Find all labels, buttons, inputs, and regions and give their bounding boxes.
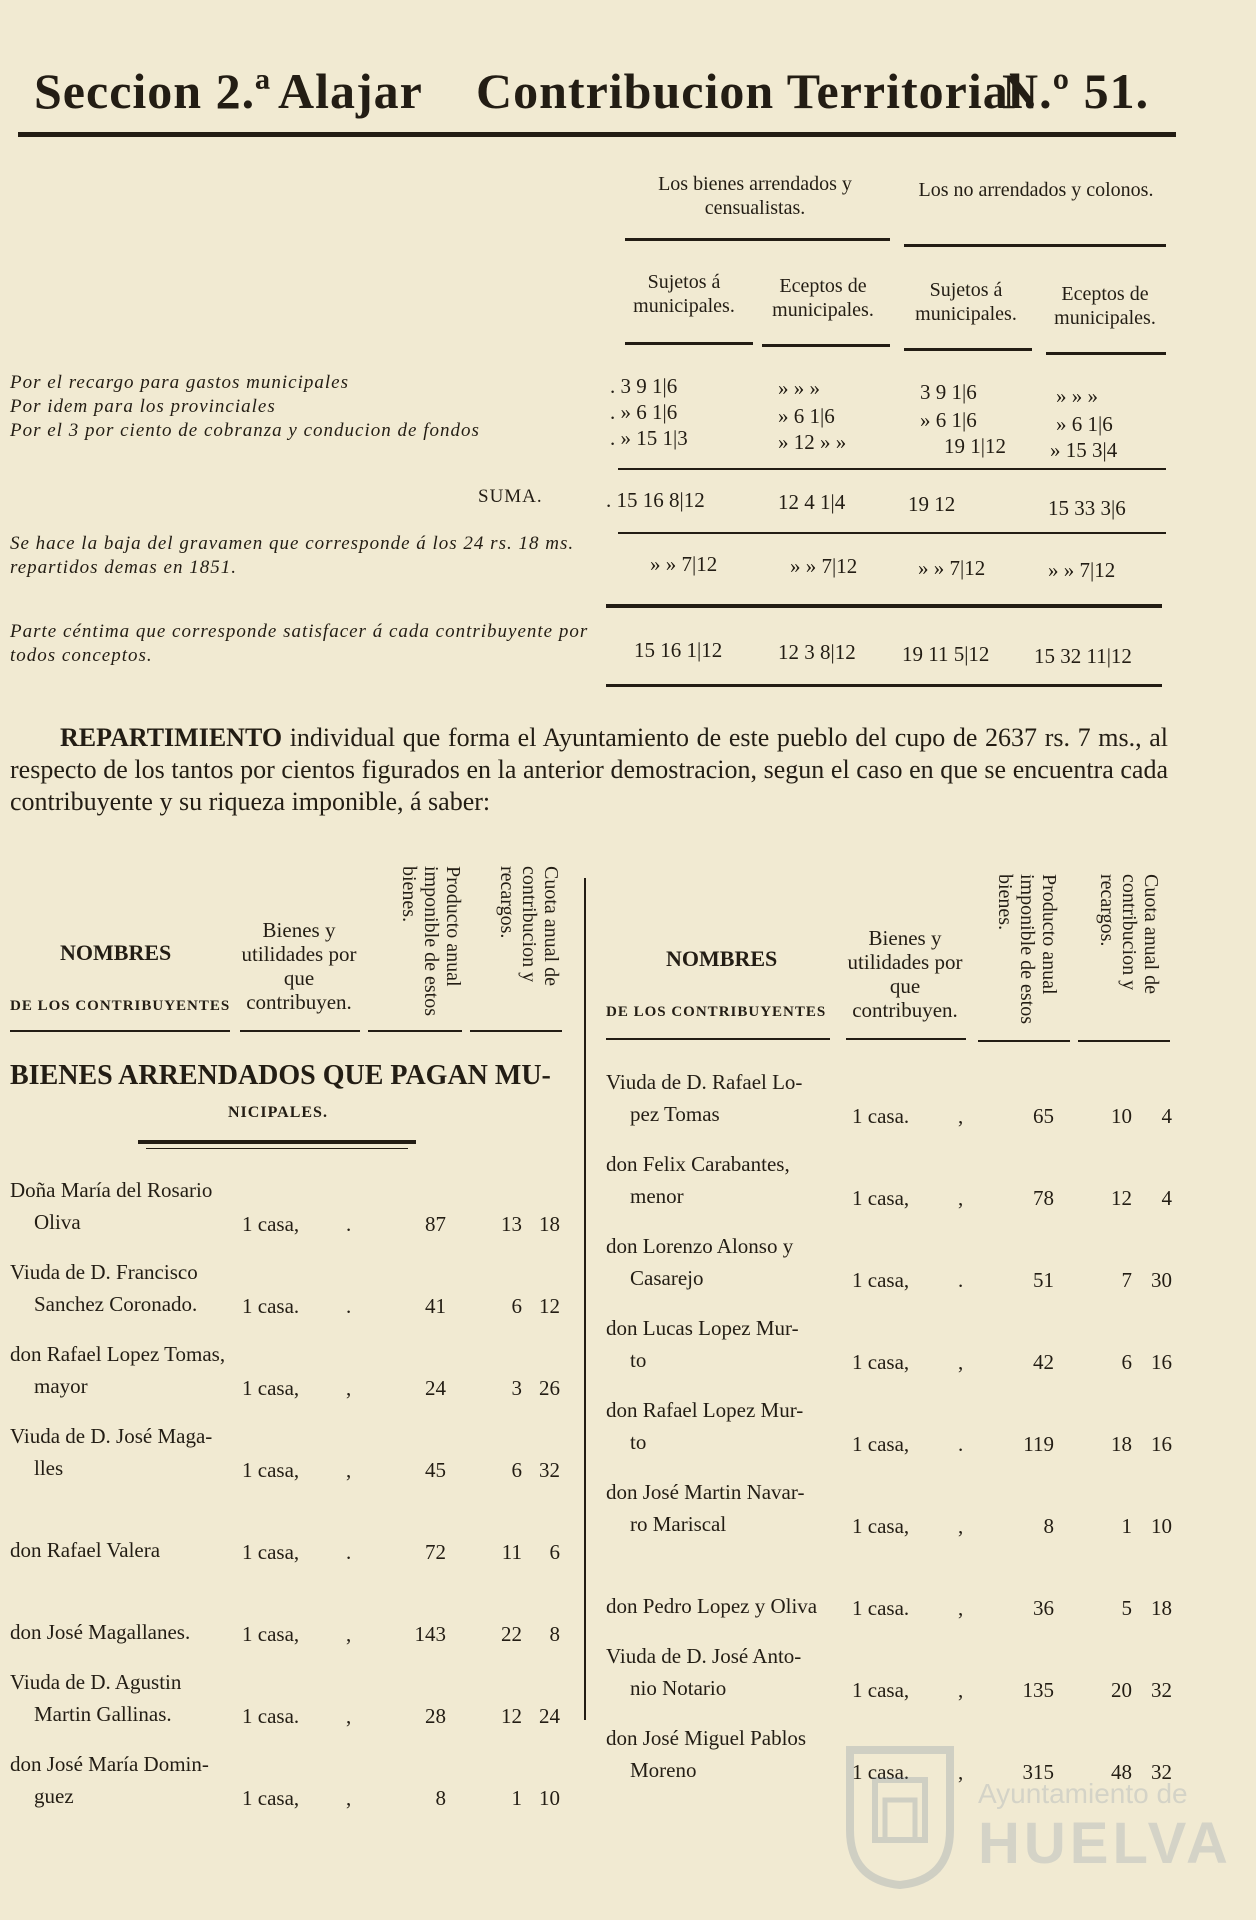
entry-cuota-ms: 16 [1151, 1432, 1172, 1456]
entry-separator: , [346, 1622, 352, 1646]
entry-cuota-ms: 12 [539, 1294, 560, 1318]
entry-producto: 41 [425, 1294, 446, 1318]
entry-cuota-ms: 18 [539, 1212, 560, 1236]
column-divider [584, 878, 586, 1720]
entry-producto: 315 [1022, 1760, 1054, 1784]
producto-header-right: Producto anual imponible de estos bienes. [994, 874, 1060, 1024]
entry-bienes: 1 casa, [852, 1514, 910, 1538]
cell: 15 33 3|6 [1048, 496, 1126, 520]
entry-producto: 135 [1022, 1678, 1054, 1702]
entry-producto: 143 [414, 1622, 446, 1646]
cuota-header-right: Cuota anual de contribucion y recargos. [1096, 874, 1162, 994]
entry-name-line2: guez [34, 1784, 74, 1808]
entry-name-line1: don Rafael Lopez Tomas, [10, 1342, 226, 1366]
entry-bienes: 1 casa. [242, 1704, 300, 1728]
cell: 15 16 1|12 [634, 638, 723, 662]
page-number: N.º 51. [1002, 63, 1150, 119]
entry-separator: . [958, 1432, 964, 1456]
paragraph-text: individual que forma el Ayuntamiento de este pueblo del cupo de 2637 rs. 7 ms., al respecto de los tantos por cientos figurados en la anterior demostracion, segun el caso en que se encuentra cada contribuyente y su riqueza imponible, á saber: [10, 723, 1168, 816]
entry-cuota-rs: 12 [501, 1704, 522, 1728]
entry-bienes: 1 casa, [242, 1786, 300, 1810]
entry-producto: 51 [1033, 1268, 1054, 1292]
entry-name-line1: Viuda de D. Rafael Lo- [606, 1070, 803, 1094]
entry-name-line2: Martin Gallinas. [34, 1702, 172, 1726]
entry-name-line1: don Lorenzo Alonso y [606, 1234, 794, 1258]
section-title-cont: NICIPALES. [228, 1104, 328, 1121]
entry-cuota-rs: 18 [1111, 1432, 1132, 1456]
town-name: Alajar [278, 63, 423, 119]
entry-producto: 42 [1033, 1350, 1054, 1374]
cell: 3 9 1|6 [920, 380, 977, 404]
rule [10, 1030, 230, 1032]
entry-producto: 28 [425, 1704, 446, 1728]
entry-separator: , [346, 1376, 352, 1400]
section-label: Seccion 2.ª [34, 63, 272, 119]
entry-name-line2: mayor [34, 1374, 88, 1398]
cell: 12 4 1|4 [778, 490, 846, 514]
entry-cuota-ms: 6 [549, 1540, 560, 1564]
entry-bienes: 1 casa, [242, 1376, 300, 1400]
page-title: Contribucion Territorial. [476, 63, 1038, 119]
names-header-left: NOMBRES [60, 940, 172, 965]
entry-separator: , [958, 1596, 964, 1620]
entry-cuota-rs: 6 [1121, 1350, 1132, 1374]
entry-cuota-ms: 26 [539, 1376, 560, 1400]
cell: » 6 1|6 [1056, 412, 1113, 436]
row-label-cobranza: Por el 3 por ciento de cobranza y conducion de fondos [10, 420, 480, 441]
sub-header-2: Eceptos de municipales. [772, 275, 874, 321]
entry-cuota-rs: 13 [501, 1212, 522, 1236]
entry-producto: 65 [1033, 1104, 1054, 1128]
names-sub-right: DE LOS CONTRIBUYENTES [606, 1004, 827, 1020]
sub-rule [625, 342, 753, 345]
names-header-right: NOMBRES [666, 946, 778, 971]
entry-bienes: 1 casa, [852, 1678, 910, 1702]
entry-name-line1: don Rafael Lopez Mur- [606, 1398, 804, 1422]
entry-bienes: 1 casa. [852, 1104, 910, 1128]
rule [470, 1030, 562, 1032]
entry-producto: 36 [1033, 1596, 1054, 1620]
row-label-municipales: Por el recargo para gastos municipales [10, 372, 349, 393]
baja-label: Se hace la baja del gravamen que corresponde á los 24 rs. 18 ms. repartidos demas en 1851. [10, 533, 575, 578]
entry-name-line1: Doña María del Rosario [10, 1178, 213, 1202]
cell: . 15 16 8|12 [606, 488, 705, 512]
entry-cuota-rs: 6 [511, 1294, 522, 1318]
rule [978, 1040, 1070, 1042]
entry-separator: , [958, 1678, 964, 1702]
entry-separator: . [346, 1212, 352, 1236]
entry-producto: 72 [425, 1540, 446, 1564]
rule [618, 532, 1166, 534]
sub-rule [1046, 352, 1166, 355]
entry-name-line2: nio Notario [630, 1676, 727, 1700]
entry-name-line2: Moreno [630, 1758, 697, 1782]
entry-name-line1: Viuda de D. José Anto- [606, 1644, 802, 1668]
entry-cuota-rs: 10 [1111, 1104, 1132, 1128]
cell: . » 15 1|3 [610, 426, 688, 450]
cell: » » 7|12 [1048, 558, 1116, 582]
entry-cuota-rs: 3 [511, 1376, 522, 1400]
entry-name-line1: don José Martin Navar- [606, 1480, 805, 1504]
entry-separator: , [346, 1786, 352, 1810]
parte-centima-label: Parte céntima que corresponde satisfacer á cada contribuyente por todos conceptos. [10, 621, 589, 666]
entry-bienes: 1 casa. [852, 1596, 910, 1620]
sum-rule [618, 468, 1166, 470]
entry-cuota-ms: 30 [1151, 1268, 1172, 1292]
entry-name-line2: Sanchez Coronado. [34, 1292, 198, 1316]
cell: » » 7|12 [650, 552, 718, 576]
entry-cuota-ms: 32 [539, 1458, 560, 1482]
entry-cuota-ms: 32 [1151, 1760, 1172, 1784]
group-rule-1 [625, 238, 890, 241]
rule [606, 684, 1162, 687]
entry-name-line1: don Felix Carabantes, [606, 1152, 790, 1176]
rule [606, 604, 1162, 608]
entry-bienes: 1 casa, [852, 1350, 910, 1374]
bienes-header-right: Bienes y utilidades por que contribuyen. [847, 926, 963, 1022]
entry-separator: , [346, 1458, 352, 1482]
rule [606, 1038, 830, 1040]
entry-cuota-ms: 8 [549, 1622, 560, 1646]
entry-name-line1: don Lucas Lopez Mur- [606, 1316, 799, 1340]
entry-cuota-ms: 24 [539, 1704, 560, 1728]
entry-cuota-rs: 6 [511, 1458, 522, 1482]
suma-label: SUMA. [478, 486, 543, 507]
entry-separator: . [958, 1268, 964, 1292]
entry-cuota-rs: 20 [1111, 1678, 1132, 1702]
cell: . 3 9 1|6 [610, 374, 678, 398]
title-rule [18, 132, 1176, 137]
cell: » 6 1|6 [778, 404, 835, 428]
entry-cuota-rs: 5 [1121, 1596, 1132, 1620]
entry-name-line1: Viuda de D. Agustin [10, 1670, 182, 1694]
cell: » 15 3|4 [1050, 438, 1118, 462]
cell: . » 6 1|6 [610, 400, 678, 424]
sub-header-3: Sujetos á municipales. [915, 279, 1017, 325]
entry-separator: , [958, 1186, 964, 1210]
paragraph-lead: REPARTIMIENTO [60, 723, 283, 752]
entry-name-line1: Viuda de D. Francisco [10, 1260, 198, 1284]
entry-bienes: 1 casa, [242, 1540, 300, 1564]
cell: 19 1|12 [944, 434, 1006, 458]
entry-producto: 119 [1023, 1432, 1054, 1456]
entry-producto: 8 [1043, 1514, 1054, 1538]
entry-bienes: 1 casa, [852, 1432, 910, 1456]
entry-cuota-rs: 1 [1121, 1514, 1132, 1538]
cuota-header-left: Cuota anual de contribucion y recargos. [496, 866, 562, 986]
entry-cuota-rs: 7 [1121, 1268, 1132, 1292]
sub-rule [904, 348, 1032, 351]
entry-name-line2: don José Magallanes. [10, 1620, 191, 1644]
section-rule [138, 1140, 416, 1144]
entry-producto: 78 [1033, 1186, 1054, 1210]
entry-name-line2: don Pedro Lopez y Oliva [606, 1594, 818, 1618]
cell: 19 12 [908, 492, 956, 516]
entry-cuota-rs: 11 [501, 1540, 522, 1564]
group-rule-2 [904, 244, 1166, 247]
group-header-arrendados: Los bienes arrendados y censualistas. [658, 173, 852, 219]
watermark-line1: Ayuntamiento de [978, 1778, 1188, 1809]
watermark-line2: HUELVA [978, 1811, 1232, 1876]
entry-producto: 87 [425, 1212, 446, 1236]
entry-name-line1: don José María Domin- [10, 1752, 209, 1776]
entry-bienes: 1 casa, [242, 1458, 300, 1482]
entry-producto: 24 [425, 1376, 446, 1400]
entry-cuota-rs: 1 [511, 1786, 522, 1810]
rule [846, 1038, 966, 1040]
rule [1078, 1040, 1170, 1042]
sub-header-4: Eceptos de municipales. [1054, 283, 1156, 329]
entry-separator: , [346, 1704, 352, 1728]
cell: » » 7|12 [790, 554, 858, 578]
entry-name-line2: menor [630, 1184, 684, 1208]
entry-cuota-ms: 10 [539, 1786, 560, 1810]
entry-separator: , [958, 1350, 964, 1374]
entry-cuota-rs: 22 [501, 1622, 522, 1646]
sub-rule [762, 344, 890, 347]
entry-producto: 8 [435, 1786, 446, 1810]
cell: 15 32 11|12 [1034, 644, 1132, 668]
entry-separator: , [958, 1104, 964, 1128]
entry-separator: . [346, 1294, 352, 1318]
entry-bienes: 1 casa, [852, 1268, 910, 1292]
entry-name-line1: Viuda de D. José Maga- [10, 1424, 213, 1448]
entry-cuota-ms: 4 [1161, 1186, 1172, 1210]
section-title: BIENES ARRENDADOS QUE PAGAN MU- [10, 1060, 551, 1091]
row-label-provinciales: Por idem para los provinciales [10, 396, 276, 417]
entry-name-line2: pez Tomas [630, 1102, 720, 1126]
entry-name-line2: ro Mariscal [630, 1512, 727, 1536]
entry-cuota-rs: 12 [1111, 1186, 1132, 1210]
entry-cuota-ms: 4 [1161, 1104, 1172, 1128]
cell: » » 7|12 [918, 556, 986, 580]
entry-separator: , [958, 1514, 964, 1538]
entry-cuota-ms: 16 [1151, 1350, 1172, 1374]
entry-bienes: 1 casa. [852, 1760, 910, 1784]
entry-producto: 45 [425, 1458, 446, 1482]
entry-separator: , [958, 1760, 964, 1784]
entry-separator: . [346, 1540, 352, 1564]
cell: 19 11 5|12 [902, 642, 990, 666]
entry-cuota-rs: 48 [1111, 1760, 1132, 1784]
cell: » 12 » » [778, 430, 847, 454]
bienes-header-left: Bienes y utilidades por que contribuyen. [241, 918, 357, 1014]
entry-name-line2: lles [34, 1456, 64, 1480]
cell: » » » [1056, 384, 1098, 408]
names-sub-left: DE LOS CONTRIBUYENTES [10, 998, 231, 1014]
entry-name-line2: Oliva [34, 1210, 81, 1234]
entry-name-line1: don José Miguel Pablos [606, 1726, 807, 1750]
rule [240, 1030, 360, 1032]
repartimiento-paragraph [10, 722, 1168, 818]
entry-cuota-ms: 10 [1151, 1514, 1172, 1538]
producto-header-left: Producto anual imponible de estos bienes. [398, 866, 464, 1016]
group-header-no-arrendados: Los no arrendados y colonos. [918, 179, 1154, 201]
entry-bienes: 1 casa, [852, 1186, 910, 1210]
cell: » 6 1|6 [920, 408, 977, 432]
entry-cuota-ms: 32 [1151, 1678, 1172, 1702]
entry-bienes: 1 casa, [242, 1622, 300, 1646]
coat-of-arms-icon [840, 1740, 960, 1890]
entry-name-line2: to [630, 1348, 647, 1372]
entry-name-line2: Casarejo [630, 1266, 704, 1290]
sub-header-1: Sujetos á municipales. [633, 271, 735, 317]
entry-bienes: 1 casa, [242, 1212, 300, 1236]
rule [368, 1030, 462, 1032]
cell: » » » [778, 376, 820, 400]
entry-name-line2: to [630, 1430, 647, 1454]
entry-name-line2: don Rafael Valera [10, 1538, 161, 1562]
cell: 12 3 8|12 [778, 640, 856, 664]
entry-cuota-ms: 18 [1151, 1596, 1172, 1620]
section-rule-thin [146, 1148, 408, 1149]
entry-bienes: 1 casa. [242, 1294, 300, 1318]
